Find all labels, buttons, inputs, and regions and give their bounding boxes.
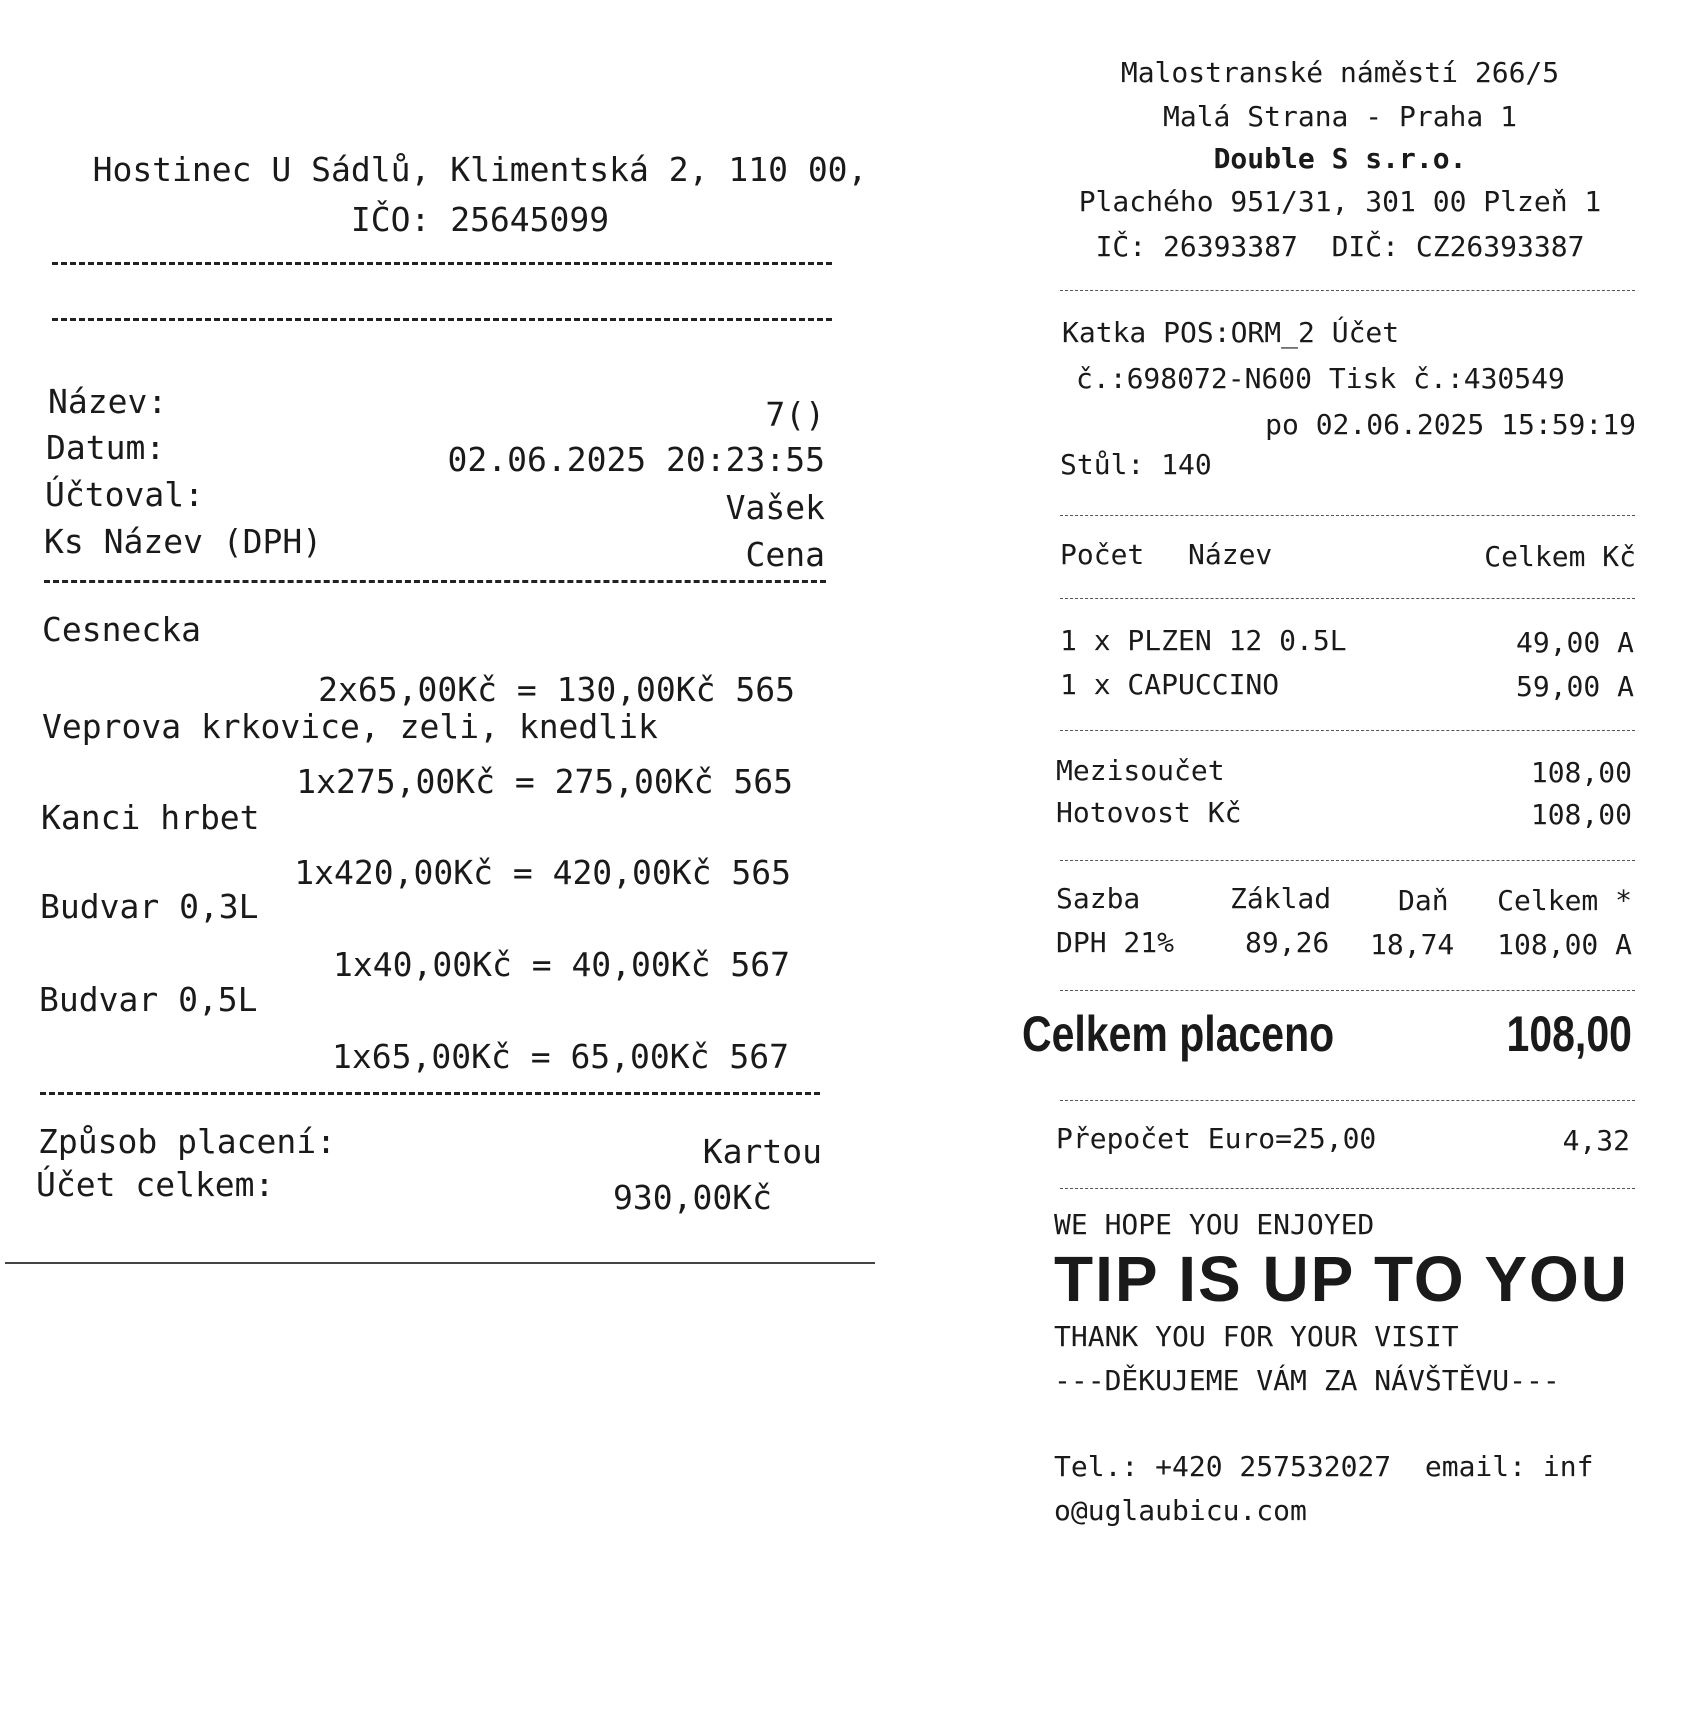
item-calc: 1x40,00Kč = 40,00Kč 567 <box>333 945 790 984</box>
subtotal-value: 108,00 <box>1530 756 1632 789</box>
divider <box>1060 1188 1635 1189</box>
name-label: Název: <box>48 382 168 421</box>
receipt-hostinec <box>30 150 930 1410</box>
vat-tax: 18,74 <box>1370 928 1455 961</box>
euro-conversion-label: Přepočet Euro=25,00 <box>1056 1122 1377 1155</box>
header-address: Hostinec U Sádlů, Klimentská 2, 110 00, <box>92 150 868 189</box>
item-price: 59,00 A <box>1515 670 1634 703</box>
divider <box>44 580 826 583</box>
company-ids: IČ: 26393387 DIČ: CZ26393387 <box>1095 230 1585 263</box>
divider <box>52 262 832 265</box>
item-calc: 1x65,00Kč = 65,00Kč 567 <box>332 1037 789 1076</box>
total-value: 930,00Kč <box>613 1178 772 1217</box>
column-name: Název <box>1188 538 1273 571</box>
divider <box>1060 990 1635 991</box>
pos-line-1: Katka POS:ORM_2 Účet <box>1062 316 1400 349</box>
contact-line-1: Tel.: +420 257532027 email: inf <box>1054 1450 1594 1483</box>
divider <box>52 318 832 321</box>
paid-total-value: 108,00 <box>1506 1006 1632 1062</box>
column-header-right: Cena <box>745 535 825 574</box>
item-name: Cesnecka <box>42 610 201 649</box>
item-name: Kanci hrbet <box>41 798 260 837</box>
header-ico: IČO: 25645099 <box>350 200 610 239</box>
payment-value: Kartou <box>702 1132 822 1171</box>
cashier-label: Účtoval: <box>45 475 204 514</box>
item-description: 1 x CAPUCCINO <box>1060 668 1280 701</box>
paid-total-label: Celkem placeno <box>1022 1006 1335 1062</box>
payment-label: Způsob placení: <box>38 1122 337 1161</box>
item-calc: 1x275,00Kč = 275,00Kč 565 <box>296 762 793 801</box>
date-label: Datum: <box>46 428 166 467</box>
receipt-double-s <box>1022 50 1640 1670</box>
vat-header-total: Celkem * <box>1497 884 1632 917</box>
vat-header-tax: Daň <box>1398 884 1449 917</box>
vat-header-rate: Sazba <box>1056 882 1141 915</box>
cashier-value: Vašek <box>725 488 825 527</box>
item-description: 1 x PLZEN 12 0.5L <box>1060 624 1347 657</box>
divider <box>1060 515 1635 516</box>
table-number: Stůl: 140 <box>1060 448 1212 481</box>
vat-header-base: Základ <box>1230 882 1332 915</box>
tip-message: TIP IS UP TO YOU <box>1054 1243 1629 1315</box>
total-label: Účet celkem: <box>36 1165 275 1204</box>
contact-line-2: o@uglaubicu.com <box>1054 1494 1307 1527</box>
divider <box>1060 730 1635 731</box>
item-calc: 1x420,00Kč = 420,00Kč 565 <box>294 853 791 892</box>
address-line-1: Malostranské náměstí 266/5 <box>1120 56 1560 89</box>
euro-conversion-value: 4,32 <box>1562 1124 1630 1157</box>
divider <box>1060 290 1635 291</box>
item-name: Budvar 0,5L <box>39 980 258 1019</box>
enjoy-message: WE HOPE YOU ENJOYED <box>1054 1208 1375 1241</box>
vat-rate: DPH 21% <box>1056 926 1175 959</box>
item-price: 49,00 A <box>1515 626 1634 659</box>
cash-value: 108,00 <box>1530 798 1632 831</box>
receipt-datetime: po 02.06.2025 15:59:19 <box>1265 408 1636 441</box>
divider <box>1060 1100 1635 1101</box>
pos-line-2: č.:698072-N600 Tisk č.:430549 <box>1076 362 1565 395</box>
thank-you-message: THANK YOU FOR YOUR VISIT <box>1054 1320 1459 1353</box>
vat-base: 89,26 <box>1245 926 1330 959</box>
column-header-left: Ks Název (DPH) <box>44 522 323 561</box>
divider <box>40 1092 820 1095</box>
item-name: Budvar 0,3L <box>40 887 259 926</box>
item-calc: 2x65,00Kč = 130,00Kč 565 <box>318 670 795 709</box>
column-total: Celkem Kč <box>1484 540 1636 573</box>
divider <box>1060 598 1635 599</box>
vat-total: 108,00 A <box>1497 928 1632 961</box>
receipt-edge <box>5 1262 875 1264</box>
address-line-2: Malá Strana - Praha 1 <box>1162 100 1517 133</box>
company-address: Plachého 951/31, 301 00 Plzeň 1 <box>1078 185 1602 218</box>
name-value: 7() <box>765 395 825 434</box>
column-count: Počet <box>1060 538 1145 571</box>
cash-label: Hotovost Kč <box>1056 796 1242 829</box>
subtotal-label: Mezisoučet <box>1056 754 1225 787</box>
company-name: Double S s.r.o. <box>1213 142 1467 175</box>
item-name: Veprova krkovice, zeli, knedlik <box>42 707 658 746</box>
divider <box>1060 860 1635 861</box>
thank-you-czech: ---DĚKUJEME VÁM ZA NÁVŠTĚVU--- <box>1054 1364 1560 1397</box>
date-value: 02.06.2025 20:23:55 <box>447 440 825 479</box>
